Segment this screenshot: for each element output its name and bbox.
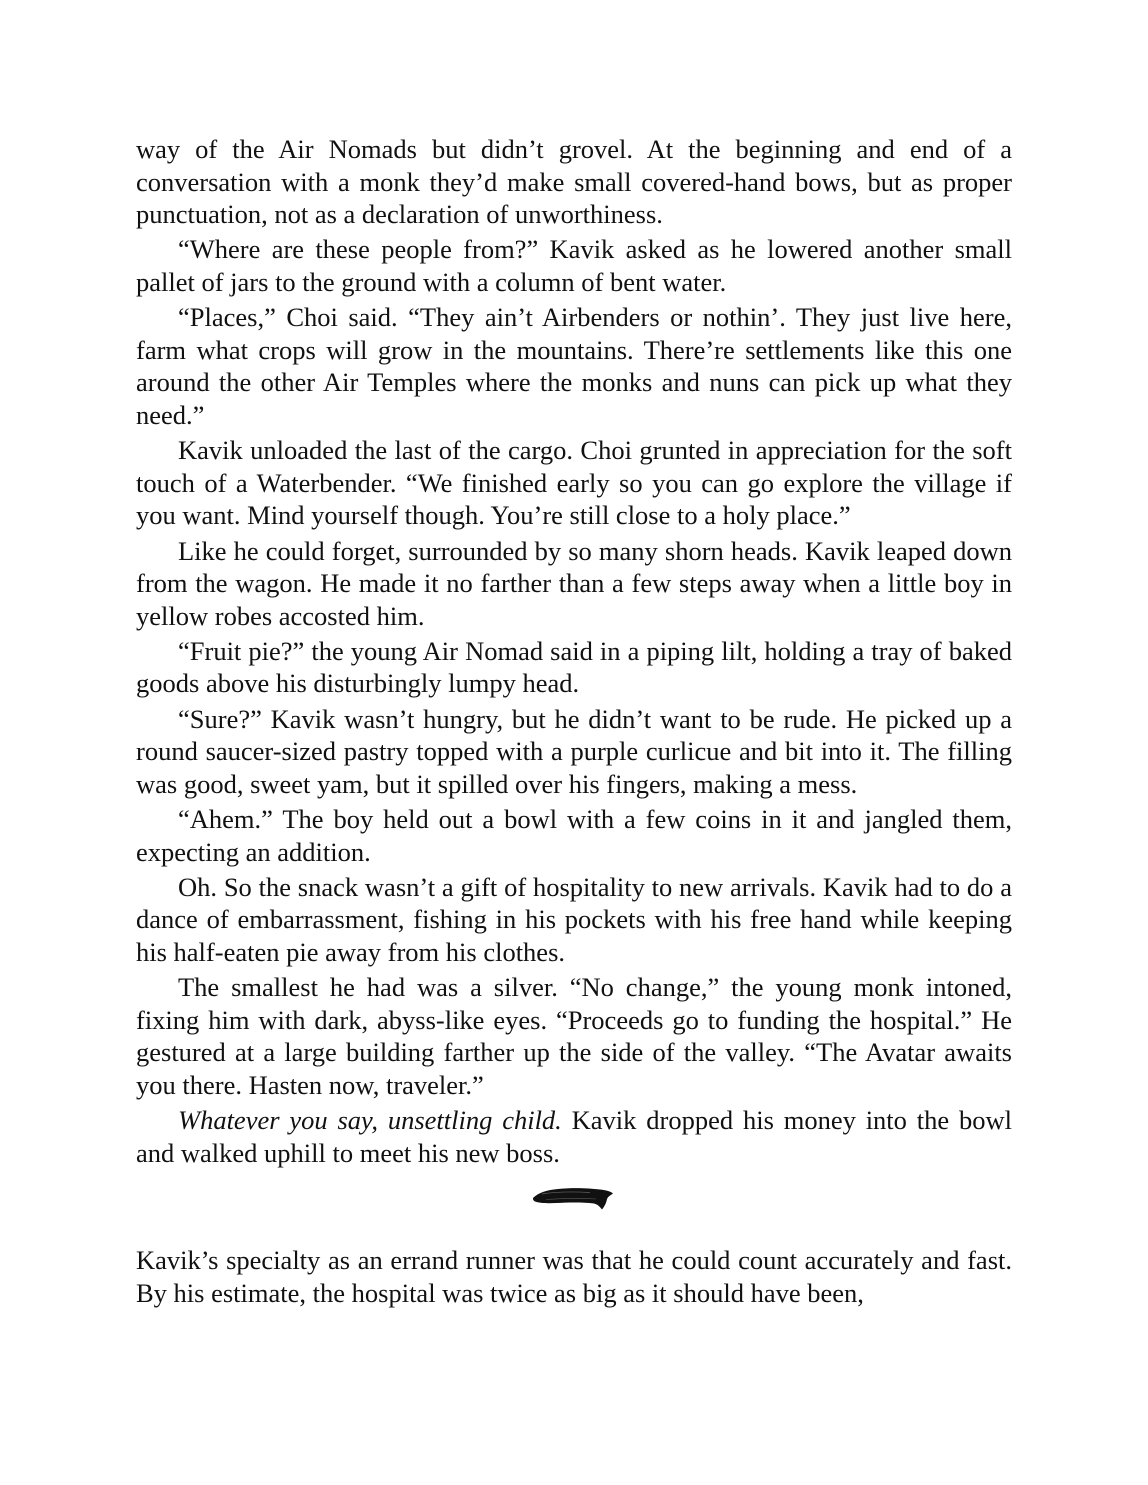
paragraph-text: The smallest he had was a silver. “No change,” the young monk intoned, fixing him with dark, abyss-like eyes. “Proceeds go to funding the hospital.” He gestured at a large building farther up the side of the valley. “The Avatar awaits you there. Hasten now, traveler.”	[136, 972, 1012, 1100]
paragraph	[136, 434, 1012, 532]
paragraph-text: Kavik dropped his money into the bowl and walked uphill to meet his new boss.	[136, 1105, 1012, 1168]
section-break	[136, 1172, 1012, 1244]
paragraph	[136, 871, 1012, 969]
italic-thought: Whatever you say, unsettling child.	[178, 1105, 562, 1136]
paragraph-text: “Fruit pie?” the young Air Nomad said in a piping lilt, holding a tray of baked goods above his disturbingly lumpy head.	[136, 635, 1012, 699]
section-before-break	[136, 133, 1012, 1169]
paragraph	[136, 971, 1012, 1101]
paragraph-text: way of the Air Nomads but didn’t grovel. At the beginning and end of a conversation with a monk they’d make small covered-hand bows, but as proper punctuation, not as a declaration of unworthiness.	[136, 134, 1012, 230]
paragraph-text: “Places,” Choi said. “They ain’t Airbenders or nothin’. They just live here, farm what crops will grow in the mountains. There’re settlements like this one around the other Air Temples where the monks and nuns can pick up what they need.”	[136, 302, 1012, 430]
paragraph	[136, 635, 1012, 700]
book-page-body	[136, 133, 1012, 1312]
paragraph	[136, 301, 1012, 431]
paragraph	[136, 233, 1012, 298]
paragraph-text: Oh. So the snack wasn’t a gift of hospitality to new arrivals. Kavik had to do a dance of embarrassment, fishing in his pockets with his free hand while keeping his half-eaten pie away from his clothes.	[136, 871, 1012, 967]
paragraph	[136, 1244, 1012, 1309]
paragraph	[136, 535, 1012, 633]
paragraph-text: Kavik’s specialty as an errand runner was that he could count accurately and fast. By his estimate, the hospital was twice as big as it should have been,	[136, 1244, 1012, 1308]
section-after-break	[136, 1244, 1012, 1309]
paragraph-text: “Ahem.” The boy held out a bowl with a few coins in it and jangled them, expecting an addition.	[136, 804, 1012, 867]
paragraph-text: Kavik unloaded the last of the cargo. Choi grunted in appreciation for the soft touch of a Waterbender. “We finished early so you can go explore the village if you want. Mind yourself though. You’re still close to a holy place.”	[136, 435, 1012, 531]
paragraph-text: “Sure?” Kavik wasn’t hungry, but he didn’t want to be rude. He picked up a round saucer-sized pastry topped with a purple curlicue and bit into it. The filling was good, sweet yam, but it spilled over his fingers, making a mess.	[136, 703, 1012, 799]
paragraph	[136, 703, 1012, 801]
paragraph	[136, 1104, 1012, 1169]
paragraph	[136, 803, 1012, 868]
paragraph-text: “Where are these people from?” Kavik asked as he lowered another small pallet of jars to the ground with a column of bent water.	[136, 234, 1012, 297]
brush-stroke-ornament-icon	[532, 1183, 614, 1213]
paragraph	[136, 133, 1012, 231]
paragraph-text: Like he could forget, surrounded by so many shorn heads. Kavik leaped down from the wagon. He made it no farther than a few steps away when a little boy in yellow robes accosted him.	[136, 535, 1012, 631]
